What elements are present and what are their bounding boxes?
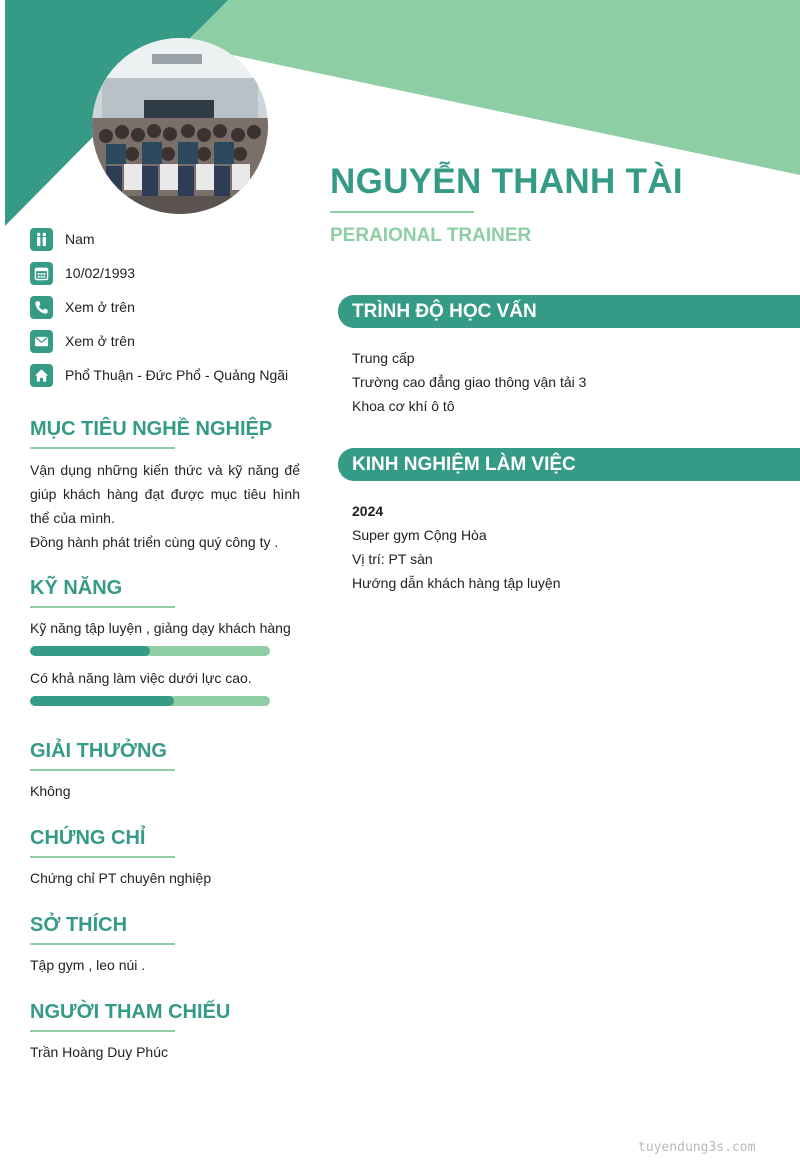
- contact-gender-value: Nam: [65, 231, 95, 247]
- skill-bar: [30, 646, 270, 656]
- hobbies-text: Tập gym , leo núi .: [30, 957, 146, 973]
- email-icon: [30, 330, 53, 353]
- job-title: PERAIONAL TRAINER: [330, 225, 532, 246]
- skills-underline: [30, 606, 175, 608]
- education-line: Khoa cơ khí ô tô: [352, 398, 455, 414]
- phone-icon: [30, 296, 53, 319]
- skills-heading: KỸ NĂNG: [30, 577, 123, 599]
- candidate-name: NGUYỄN THANH TÀI: [330, 162, 683, 201]
- education-line: Trung cấp: [352, 350, 415, 366]
- calendar-icon: [30, 262, 53, 285]
- experience-line: Hướng dẫn khách hàng tập luyện: [352, 575, 561, 591]
- certificates-body: [30, 870, 300, 886]
- skill-bar-fill: [30, 696, 174, 706]
- education-body: [352, 346, 792, 418]
- awards-underline: [30, 769, 175, 771]
- references-text: Trần Hoàng Duy Phúc: [30, 1044, 168, 1060]
- skill-bar: [30, 696, 270, 706]
- hobbies-underline: [30, 943, 175, 945]
- experience-body: [352, 499, 792, 595]
- gender-icon: [30, 228, 53, 251]
- objective-text: Vận dụng những kiến thức và kỹ năng để giúp khách hàng đạt được mục tiêu hình thể của mình.: [30, 462, 300, 526]
- profile-photo: [92, 38, 268, 214]
- hobbies-heading: SỞ THÍCH: [30, 914, 128, 936]
- name-underline: [330, 211, 474, 213]
- contact-address-value: Phổ Thuận - Đức Phổ - Quảng Ngãi: [65, 367, 289, 383]
- home-icon: [30, 364, 53, 387]
- references-heading: NGƯỜI THAM CHIẾU: [30, 1001, 231, 1023]
- experience-line: Super gym Cộng Hòa: [352, 527, 487, 543]
- skill-item: [30, 620, 300, 636]
- contact-birthday: [30, 256, 320, 290]
- skill-bar-container: [30, 646, 300, 656]
- skill-bar-container: [30, 696, 300, 706]
- certificates-heading: CHỨNG CHỈ: [30, 827, 146, 849]
- watermark: tuyendung3s.com: [638, 1140, 756, 1155]
- awards-body: [30, 783, 300, 799]
- objective-text-2: Đồng hành phát triển cùng quý công ty .: [30, 534, 279, 550]
- skill-label: Kỹ năng tập luyện , giảng dạy khách hàng: [30, 620, 291, 636]
- section-references: [30, 1001, 300, 1032]
- objective-heading: MỤC TIÊU NGHỀ NGHIỆP: [30, 418, 273, 440]
- experience-year: 2024: [352, 503, 384, 519]
- contact-info: [30, 222, 320, 392]
- section-certificates: [30, 827, 300, 858]
- certificates-underline: [30, 856, 175, 858]
- experience-line: Vị trí: PT sàn: [352, 551, 433, 567]
- awards-heading: GIẢI THƯỞNG: [30, 740, 167, 762]
- contact-address: [30, 358, 320, 392]
- experience-heading: KINH NGHIỆM LÀM VIỆC: [338, 448, 800, 481]
- skill-label: Có khả năng làm việc dưới lực cao.: [30, 670, 252, 686]
- section-hobbies: [30, 914, 300, 945]
- hobbies-body: [30, 957, 300, 973]
- objective-underline: [30, 447, 175, 449]
- skill-bar-fill: [30, 646, 150, 656]
- section-skills: [30, 577, 300, 608]
- contact-email-value: Xem ở trên: [65, 333, 135, 349]
- awards-text: Không: [30, 783, 71, 799]
- section-objective: [30, 418, 300, 449]
- contact-gender: [30, 222, 320, 256]
- objective-body: [30, 458, 300, 554]
- references-underline: [30, 1030, 175, 1032]
- skill-item: [30, 670, 300, 686]
- contact-phone: [30, 290, 320, 324]
- references-body: [30, 1044, 300, 1060]
- contact-email: [30, 324, 320, 358]
- contact-phone-value: Xem ở trên: [65, 299, 135, 315]
- education-line: Trường cao đẳng giao thông vận tải 3: [352, 374, 587, 390]
- certificates-text: Chứng chỉ PT chuyên nghiệp: [30, 870, 212, 886]
- section-awards: [30, 740, 300, 771]
- contact-birthday-value: 10/02/1993: [65, 265, 136, 281]
- education-heading: TRÌNH ĐỘ HỌC VẤN: [338, 295, 800, 328]
